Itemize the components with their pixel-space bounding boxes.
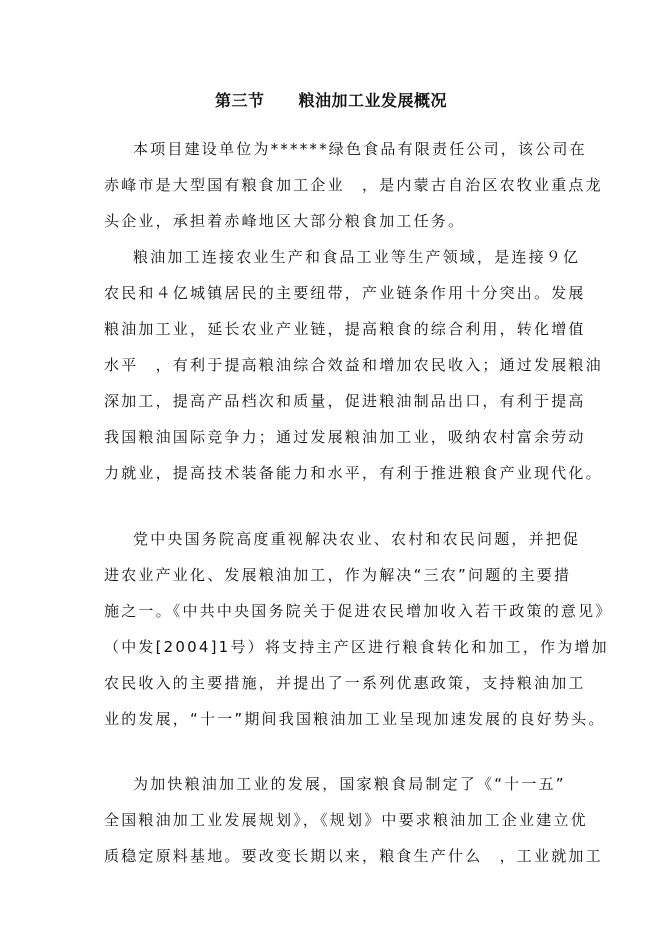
paragraph-line: 粮油加工连接农业生产和食品工业等生产领域，是连接９亿 <box>133 248 581 266</box>
paragraph-line: 农民收入的主要措施，并提出了一系列优惠政策，支持粮油加工 <box>104 674 586 692</box>
paragraph-line: 全国粮油加工业发展规划》，《规划》中要求粮油加工企业建立优 <box>104 811 588 829</box>
paragraph-line: 质稳定原料基地。要改变长期以来，粮食生产什么 ，工业就加工 <box>104 847 603 865</box>
paragraph-line: （中发[2004]1号）将支持主产区进行粮食转化和加工，作为增加 <box>104 638 609 656</box>
section-number: 第三节 <box>214 91 265 110</box>
paragraph-line: 为加快粮油加工业的发展，国家粮食局制定了《“十一五” <box>133 775 566 793</box>
section-heading <box>0 88 662 111</box>
paragraph-line: 本项目建设单位为******绿色食品有限责任公司，该公司在 <box>133 140 587 158</box>
paragraph-line: 我国粮油国际竞争力；通过发展粮油加工业，吸纳农村富余劳动 <box>104 428 586 446</box>
paragraph-line: 赤峰市是大型国有粮食加工企业 ，是内蒙古自治区农牧业重点龙 <box>104 176 603 194</box>
paragraph-line: 深加工，提高产品档次和质量，促进粮油制品出口，有利于提高 <box>104 392 586 410</box>
paragraph-line: 业的发展，“十一”期间我国粮油加工业呈现加速发展的良好势头。 <box>104 710 606 728</box>
paragraph-line: 施之一。《中共中央国务院关于促进农民增加收入若干政策的意见》 <box>104 602 613 620</box>
paragraph-line: 力就业，提高技术装备能力和水平，有利于推进粮食产业现代化。 <box>104 464 603 482</box>
paragraph-line: 农民和４亿城镇居民的主要纽带，产业链条作用十分突出。发展 <box>104 284 586 302</box>
paragraph-line: 水平 ，有利于提高粮油综合效益和增加农民收入；通过发展粮油 <box>104 356 603 374</box>
paragraph-line: 进农业产业化、发展粮油加工，作为解决“三农”问题的主要措 <box>104 566 572 584</box>
section-title: 粮油加工业发展概况 <box>298 91 448 110</box>
paragraph-line: 粮油加工业，延长农业产业链，提高粮食的综合利用，转化增值 <box>104 320 586 338</box>
paragraph-line: 头企业，承担着赤峰地区大部分粮食加工任务。 <box>104 212 466 230</box>
paragraph-line: 党中央国务院高度重视解决农业、农村和农民问题，并把促 <box>133 530 581 548</box>
